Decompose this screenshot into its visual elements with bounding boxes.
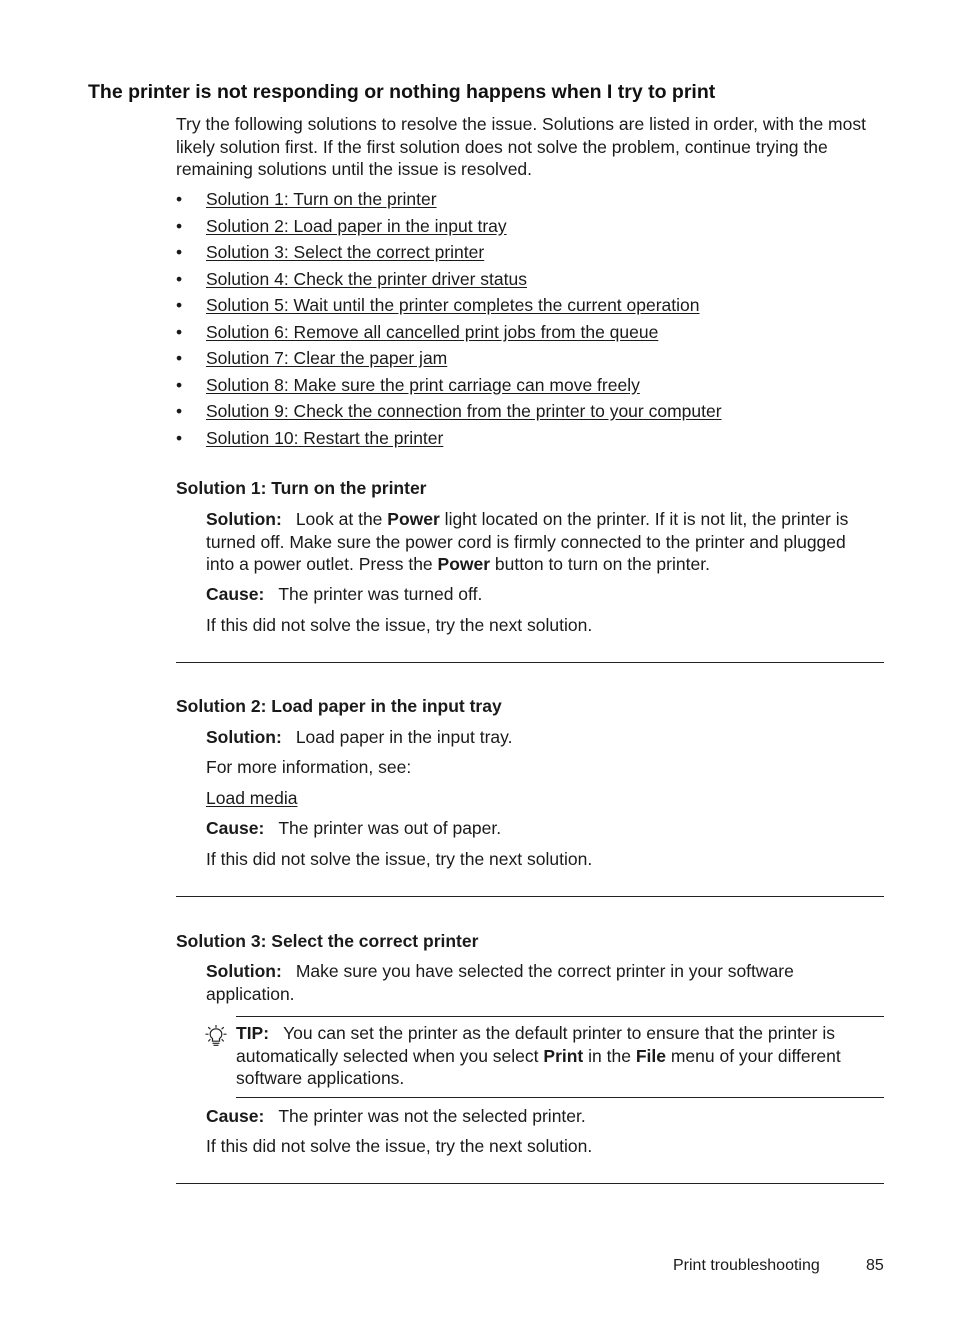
list-item <box>176 374 722 401</box>
footer-section-title: Print troubleshooting <box>673 1257 820 1274</box>
toc-link-solution-8[interactable]: Solution 8: Make sure the print carriage can move freely <box>206 374 640 395</box>
tip-bottom-divider <box>236 1097 884 1098</box>
tip-text <box>236 1022 881 1090</box>
solution-2-cause <box>206 817 876 840</box>
toc-link-solution-10[interactable]: Solution 10: Restart the printer <box>206 427 444 448</box>
next-solution-note: If this did not solve the issue, try the next solution. <box>206 615 593 635</box>
next-solution-note: If this did not solve the issue, try the next solution. <box>206 1136 593 1156</box>
bullet: • <box>176 215 183 236</box>
list-item <box>176 241 722 268</box>
bullet: • <box>176 268 183 289</box>
text-run: in the <box>583 1045 636 1066</box>
toc-link-solution-9[interactable]: Solution 9: Check the connection from the printer to your computer <box>206 401 722 421</box>
solution-1-cause <box>206 583 876 606</box>
bullet: • <box>176 242 183 262</box>
section-divider <box>176 1183 884 1184</box>
list-item <box>176 188 722 215</box>
list-item <box>176 400 722 427</box>
solution-1-heading: Solution 1: Turn on the printer <box>176 478 427 498</box>
page-number: 85 <box>866 1257 884 1274</box>
solution-label: Solution: <box>206 727 282 747</box>
intro-paragraph: Try the following solutions to resolve the issue. Solutions are listed in order, with the most likely solution first. If the first solution does not solve the problem, continue trying the remaining solutions until the issue is resolved. <box>176 114 866 179</box>
list-item <box>176 347 722 374</box>
cause-text: The printer was turned off. <box>278 584 483 604</box>
bullet: • <box>176 321 183 342</box>
power-term: Power <box>387 509 440 529</box>
text-run: Look at the <box>295 509 388 529</box>
text-run: Make sure you have selected the correct printer in your software application. <box>206 961 794 1004</box>
solution-1-text <box>206 508 878 576</box>
solution-2-heading: Solution 2: Load paper in the input tray <box>176 696 502 716</box>
load-media-link[interactable]: Load media <box>206 788 298 808</box>
solution-2-text <box>206 726 876 749</box>
toc-link-solution-5[interactable]: Solution 5: Wait until the printer completes the current operation <box>206 295 700 315</box>
solution-3-heading: Solution 3: Select the correct printer <box>176 931 479 951</box>
toc-link-solution-7[interactable]: Solution 7: Clear the paper jam <box>206 348 448 368</box>
solutions-list <box>176 188 722 453</box>
cause-text: The printer was out of paper. <box>278 818 502 838</box>
tip-label: TIP: <box>236 1023 270 1043</box>
toc-link-solution-2[interactable]: Solution 2: Load paper in the input tray <box>206 215 507 236</box>
cause-label: Cause: <box>206 584 265 604</box>
page-heading: The printer is not responding or nothing happens when I try to print <box>88 81 716 103</box>
list-item <box>176 215 722 242</box>
toc-link-solution-6[interactable]: Solution 6: Remove all cancelled print jobs from the queue <box>206 321 659 342</box>
toc-link-solution-4[interactable]: Solution 4: Check the printer driver status <box>206 268 527 289</box>
solution-label: Solution: <box>206 961 282 981</box>
lightbulb-icon <box>205 1025 227 1049</box>
list-item <box>176 294 722 321</box>
toc-link-solution-3[interactable]: Solution 3: Select the correct printer <box>206 242 485 262</box>
bullet: • <box>176 348 183 368</box>
text-run: Load paper in the input tray. <box>295 727 513 747</box>
tip-top-divider <box>236 1016 884 1017</box>
cause-label: Cause: <box>206 1106 265 1126</box>
next-solution-note: If this did not solve the issue, try the next solution. <box>206 849 593 869</box>
text-run: button to turn on the printer. <box>490 554 710 574</box>
bullet: • <box>176 189 183 209</box>
text-run: menu of your different software applications. <box>236 1045 841 1088</box>
list-item <box>176 321 722 348</box>
list-item <box>176 427 722 454</box>
cause-text: The printer was not the selected printer. <box>278 1106 586 1126</box>
list-item <box>176 268 722 295</box>
more-info-text: For more information, see: <box>206 757 412 777</box>
bullet: • <box>176 401 183 421</box>
section-divider <box>176 662 884 663</box>
solution-3-text <box>206 960 846 1005</box>
text-run: light located on the printer. If it is not lit, the printer is turned off. Make sure the power cord is firmly connected to the printer and plugged into a power outlet. Press the <box>206 509 849 574</box>
power-term: Power <box>437 554 491 574</box>
toc-link-solution-1[interactable]: Solution 1: Turn on the printer <box>206 189 437 209</box>
bullet: • <box>176 427 183 448</box>
bullet: • <box>176 295 183 315</box>
load-media-paragraph <box>206 787 876 810</box>
section-divider <box>176 896 884 897</box>
cause-label: Cause: <box>206 818 265 838</box>
file-term: File <box>635 1045 666 1066</box>
text-run: You can set the printer as the default printer to ensure that the printer is automatically selected when you select <box>236 1023 835 1066</box>
bullet: • <box>176 374 183 395</box>
solution-label: Solution: <box>206 509 282 529</box>
solution-3-cause <box>206 1105 876 1128</box>
print-term: Print <box>543 1045 584 1066</box>
